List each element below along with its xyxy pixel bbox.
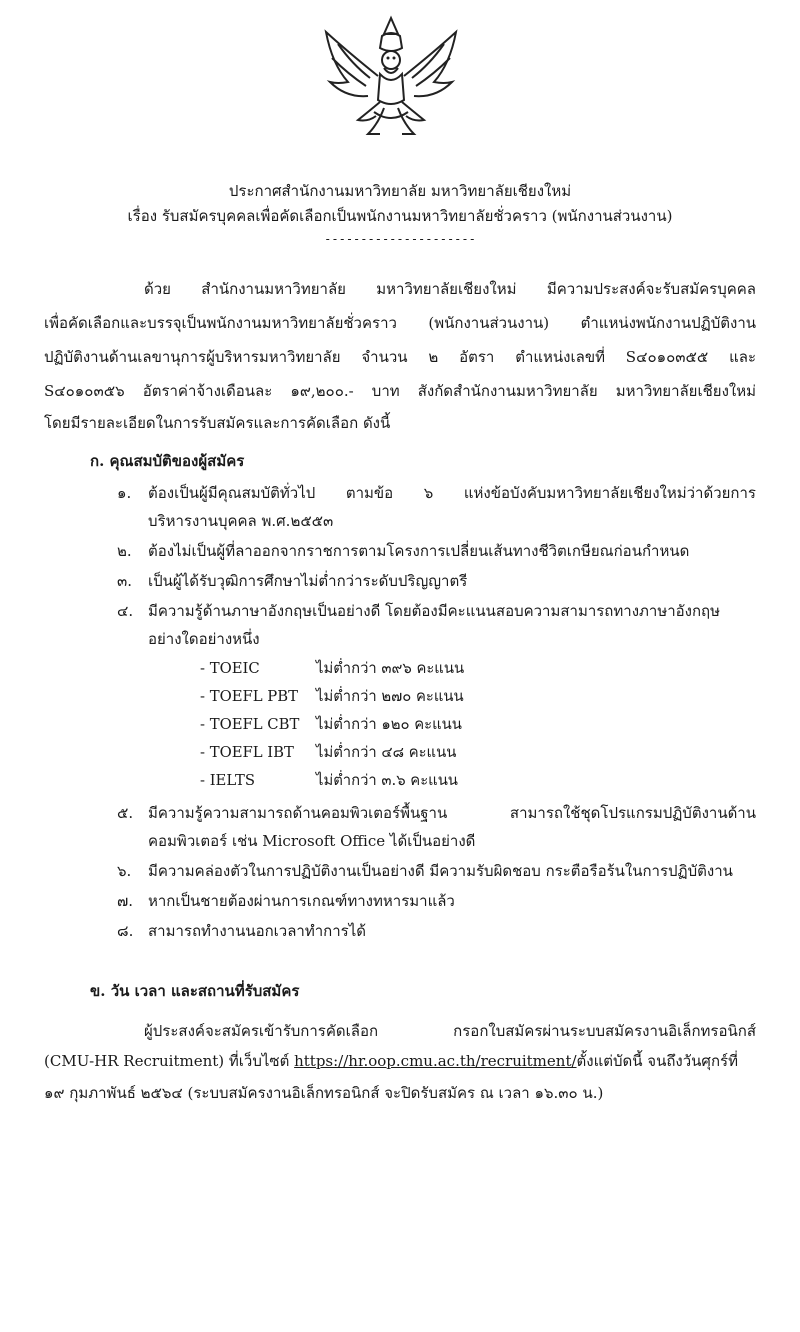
section-a-heading: ก. คุณสมบัติของผู้สมัคร — [90, 452, 245, 470]
item-3-text: เป็นผู้ได้รับวุฒิการศึกษาไม่ต่ำกว่าระดับปริญญาตรี — [148, 572, 468, 590]
section-b-heading: ข. วัน เวลา และสถานที่รับสมัคร — [90, 982, 300, 1000]
item-number: ๑. — [117, 484, 132, 502]
test-score: ไม่ต่ำกว่า ๓๙๖ คะแนน — [316, 660, 465, 677]
item-number: ๖. — [117, 862, 132, 880]
item-5-line-2: คอมพิวเตอร์ เช่น Microsoft Office ได้เป็นอย่างดี — [148, 832, 476, 850]
application-line-1: ผู้ประสงค์จะสมัครเข้ารับการคัดเลือก กรอกใบสมัครผ่านระบบสมัครงานอิเล็กทรอนิกส์ — [144, 1022, 756, 1040]
item-1-line-2: บริหารงานบุคคล พ.ศ.๒๕๕๓ — [148, 512, 334, 530]
item-1-line-1: ต้องเป็นผู้มีคุณสมบัติทั่วไป ตามข้อ ๖ แห่งข้อบังคับมหาวิทยาลัยเชียงใหม่ว่าด้วยการ — [148, 484, 756, 502]
test-score: ไม่ต่ำกว่า ๔๘ คะแนน — [316, 744, 457, 761]
intro-line-3: ปฏิบัติงานด้านเลขานุการผู้บริหารมหาวิทยาลัย จำนวน ๒ อัตรา ตำแหน่งเลขที่ S๔๐๑๐๓๕๕ และ — [44, 348, 756, 366]
test-score: ไม่ต่ำกว่า ๒๗๐ คะแนน — [316, 688, 464, 705]
item-number: ๘. — [117, 922, 134, 940]
test-name: - TOEIC — [200, 660, 260, 677]
item-4-line-1: มีความรู้ด้านภาษาอังกฤษเป็นอย่างดี โดยต้องมีคะแนนสอบความสามารถทางภาษาอังกฤษ — [148, 602, 721, 620]
item-number: ๒. — [117, 542, 132, 560]
intro-line-2: เพื่อคัดเลือกและบรรจุเป็นพนักงานมหาวิทยาลัยชั่วคราว (พนักงานส่วนงาน) ตำแหน่งพนักงานปฏิบัติงาน — [44, 314, 756, 332]
item-4-line-2: อย่างใดอย่างหนึ่ง — [148, 630, 260, 648]
test-name: - TOEFL IBT — [200, 744, 294, 761]
application-line-2-end: ตั้งแต่บัดนี้ จนถึงวันศุกร์ที่ — [576, 1052, 738, 1070]
application-line-2-start: (CMU-HR Recruitment) ที่เว็บไซต์ — [44, 1052, 295, 1070]
test-name: - TOEFL CBT — [200, 716, 300, 733]
item-8-text: สามารถทำงานนอกเวลาทำการได้ — [148, 922, 367, 940]
intro-line-1: ด้วย สำนักงานมหาวิทยาลัย มหาวิทยาลัยเชียงใหม่ มีความประสงค์จะรับสมัครบุคคล — [144, 280, 756, 298]
recruitment-website-link[interactable]: https://hr.oop.cmu.ac.th/recruitment/ — [294, 1052, 577, 1070]
application-line-2 — [44, 1050, 738, 1072]
garuda-emblem-icon — [318, 12, 464, 144]
test-score: ไม่ต่ำกว่า ๑๒๐ คะแนน — [316, 716, 462, 733]
announcement-title: ประกาศสำนักงานมหาวิทยาลัย มหาวิทยาลัยเชียงใหม่ — [228, 182, 572, 200]
item-2-text: ต้องไม่เป็นผู้ที่ลาออกจากราชการตามโครงการเปลี่ยนเส้นทางชีวิตเกษียณก่อนกำหนด — [148, 542, 690, 560]
announcement-subject: เรื่อง รับสมัครบุคคลเพื่อคัดเลือกเป็นพนักงานมหาวิทยาลัยชั่วคราว (พนักงานส่วนงาน) — [127, 207, 673, 225]
test-score: ไม่ต่ำกว่า ๓.๖ คะแนน — [316, 772, 458, 789]
intro-line-5: โดยมีรายละเอียดในการรับสมัครและการคัดเลือก ดังนี้ — [44, 414, 391, 432]
item-5-line-1: มีความรู้ความสามารถด้านคอมพิวเตอร์พื้นฐาน สามารถใช้ชุดโปรแกรมปฏิบัติงานด้าน — [148, 804, 756, 822]
application-line-3: ๑๙ กุมภาพันธ์ ๒๕๖๔ (ระบบสมัครงานอิเล็กทรอนิกส์ จะปิดรับสมัคร ณ เวลา ๑๖.๓๐ น.) — [44, 1084, 604, 1102]
item-number: ๓. — [117, 572, 133, 590]
test-name: - TOEFL PBT — [200, 688, 299, 705]
title-divider: --------------------- — [324, 232, 476, 246]
item-number: ๕. — [117, 804, 134, 822]
intro-line-4: S๔๐๑๐๓๕๖ อัตราค่าจ้างเดือนละ ๑๙,๒๐๐.- บาท สังกัดสำนักงานมหาวิทยาลัย มหาวิทยาลัยเชียงใหม่ — [44, 382, 756, 400]
test-name: - IELTS — [200, 772, 255, 789]
item-number: ๗. — [117, 892, 134, 910]
item-7-text: หากเป็นชายต้องผ่านการเกณฑ์ทางทหารมาแล้ว — [148, 892, 455, 910]
item-number: ๔. — [117, 602, 134, 620]
item-6-text: มีความคล่องตัวในการปฏิบัติงานเป็นอย่างดี มีความรับผิดชอบ กระตือรือร้นในการปฏิบัติงาน — [148, 862, 733, 880]
